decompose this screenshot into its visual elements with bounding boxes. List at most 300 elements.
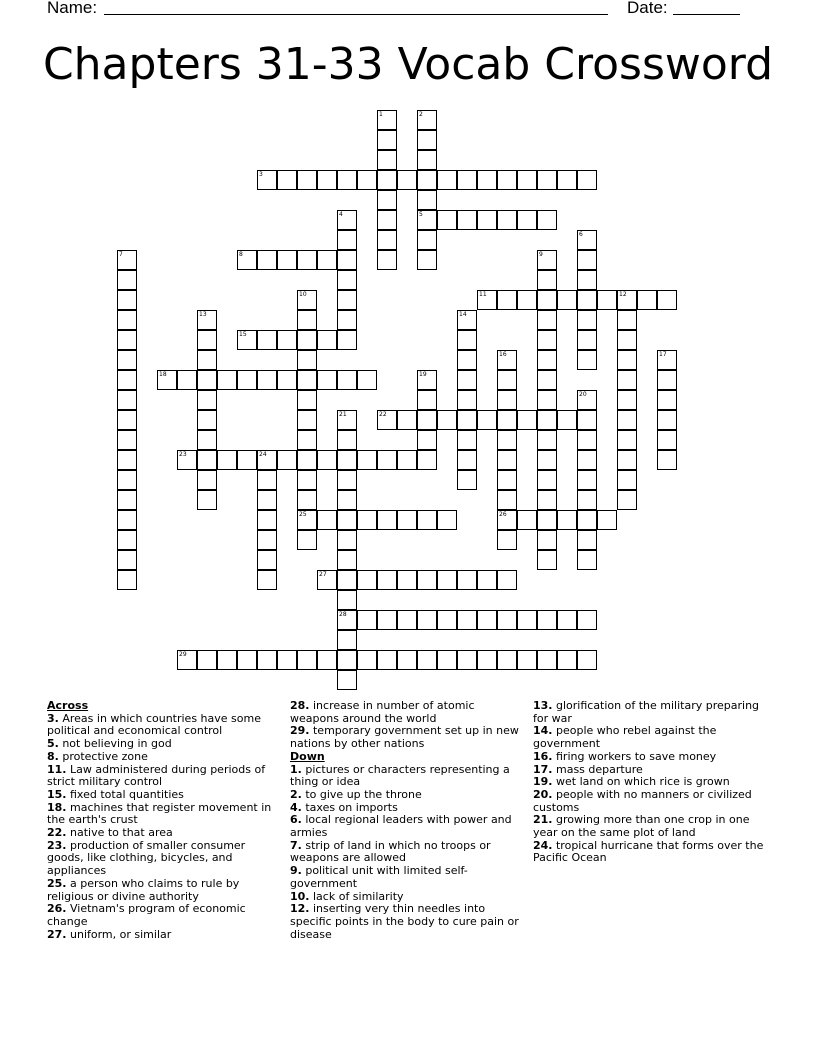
grid-cell[interactable]: [437, 170, 457, 190]
grid-cell[interactable]: [417, 130, 437, 150]
grid-cell[interactable]: [617, 310, 637, 330]
grid-cell[interactable]: [277, 370, 297, 390]
clue-item: [47, 878, 277, 903]
grid-cell[interactable]: [317, 450, 337, 470]
grid-cell[interactable]: [537, 490, 557, 510]
grid-cell[interactable]: [497, 370, 517, 390]
grid-cell[interactable]: [337, 650, 357, 670]
grid-cell[interactable]: [417, 110, 437, 130]
grid-cell[interactable]: [477, 650, 497, 670]
grid-cell[interactable]: [377, 510, 397, 530]
grid-cell[interactable]: [117, 510, 137, 530]
grid-cell[interactable]: [217, 650, 237, 670]
grid-cell[interactable]: [557, 510, 577, 530]
grid-cell[interactable]: [297, 310, 317, 330]
grid-cell[interactable]: [377, 650, 397, 670]
grid-cell[interactable]: [277, 650, 297, 670]
grid-cell[interactable]: [577, 470, 597, 490]
grid-cell[interactable]: [397, 650, 417, 670]
clue-number: 10: [299, 291, 307, 298]
grid-cell[interactable]: [197, 310, 217, 330]
grid-cell[interactable]: [297, 290, 317, 310]
grid-cell[interactable]: [197, 350, 217, 370]
grid-cell[interactable]: [257, 250, 277, 270]
clue-text: a person who claims to rule by religious or divine authority: [47, 876, 240, 903]
grid-cell[interactable]: [557, 410, 577, 430]
grid-cell[interactable]: [257, 470, 277, 490]
grid-cell[interactable]: [277, 250, 297, 270]
grid-cell[interactable]: [517, 410, 537, 430]
grid-cell[interactable]: [317, 250, 337, 270]
grid-cell[interactable]: [117, 570, 137, 590]
clue-number: 18: [159, 371, 167, 378]
clue-text: not believing in god: [58, 737, 172, 751]
grid-cell[interactable]: [457, 610, 477, 630]
grid-cell[interactable]: [297, 530, 317, 550]
grid-cell[interactable]: [337, 610, 357, 630]
grid-cell[interactable]: [437, 210, 457, 230]
grid-cell[interactable]: [377, 170, 397, 190]
grid-cell[interactable]: [237, 250, 257, 270]
grid-cell[interactable]: [257, 530, 277, 550]
grid-cell[interactable]: [337, 470, 357, 490]
grid-cell[interactable]: [577, 410, 597, 430]
grid-cell[interactable]: [337, 570, 357, 590]
grid-cell[interactable]: [337, 630, 357, 650]
grid-cell[interactable]: [117, 290, 137, 310]
grid-cell[interactable]: [617, 350, 637, 370]
grid-cell[interactable]: [577, 490, 597, 510]
across-clue-list-continued: [290, 700, 520, 751]
grid-cell[interactable]: [417, 190, 437, 210]
grid-cell[interactable]: [317, 650, 337, 670]
grid-cell[interactable]: [337, 270, 357, 290]
grid-cell[interactable]: [497, 570, 517, 590]
grid-cell[interactable]: [577, 270, 597, 290]
grid-cell[interactable]: [197, 470, 217, 490]
grid-cell[interactable]: [297, 510, 317, 530]
grid-cell[interactable]: [497, 410, 517, 430]
grid-cell[interactable]: [537, 210, 557, 230]
grid-cell[interactable]: [377, 450, 397, 470]
grid-cell[interactable]: [417, 450, 437, 470]
grid-cell[interactable]: [517, 170, 537, 190]
grid-cell[interactable]: [377, 110, 397, 130]
grid-cell[interactable]: [337, 450, 357, 470]
grid-cell[interactable]: [537, 290, 557, 310]
grid-cell[interactable]: [497, 290, 517, 310]
grid-cell[interactable]: [117, 350, 137, 370]
grid-cell[interactable]: [457, 310, 477, 330]
grid-cell[interactable]: [277, 450, 297, 470]
down-clue-list-continued: [533, 700, 765, 865]
grid-cell[interactable]: [417, 390, 437, 410]
grid-cell[interactable]: [477, 610, 497, 630]
grid-cell[interactable]: [457, 470, 477, 490]
grid-cell[interactable]: [597, 290, 617, 310]
grid-cell[interactable]: [557, 610, 577, 630]
grid-cell[interactable]: [517, 510, 537, 530]
grid-cell[interactable]: [317, 570, 337, 590]
grid-cell[interactable]: [537, 450, 557, 470]
clue-number: 5: [419, 211, 423, 218]
grid-cell[interactable]: [177, 370, 197, 390]
grid-cell[interactable]: [357, 650, 377, 670]
grid-cell[interactable]: [457, 570, 477, 590]
grid-cell[interactable]: [577, 230, 597, 250]
grid-cell[interactable]: [457, 390, 477, 410]
clue-text: protective zone: [58, 749, 148, 763]
grid-cell[interactable]: [377, 250, 397, 270]
grid-cell[interactable]: [337, 210, 357, 230]
grid-cell[interactable]: [237, 650, 257, 670]
clue-number-label: 21.: [533, 813, 553, 827]
grid-cell[interactable]: [537, 510, 557, 530]
grid-cell[interactable]: [577, 290, 597, 310]
grid-cell[interactable]: [477, 170, 497, 190]
grid-cell[interactable]: [197, 390, 217, 410]
grid-cell[interactable]: [497, 350, 517, 370]
grid-cell[interactable]: [257, 330, 277, 350]
grid-cell[interactable]: [497, 450, 517, 470]
grid-cell[interactable]: [377, 230, 397, 250]
grid-cell[interactable]: [197, 490, 217, 510]
grid-cell[interactable]: [197, 410, 217, 430]
grid-cell[interactable]: [317, 330, 337, 350]
grid-cell[interactable]: [457, 650, 477, 670]
grid-cell[interactable]: [417, 370, 437, 390]
grid-cell[interactable]: [577, 530, 597, 550]
grid-cell[interactable]: [417, 150, 437, 170]
grid-cell[interactable]: [577, 310, 597, 330]
grid-cell[interactable]: [517, 290, 537, 310]
grid-cell[interactable]: [337, 430, 357, 450]
grid-cell[interactable]: [657, 390, 677, 410]
grid-cell[interactable]: [337, 310, 357, 330]
clue-text: fixed total quantities: [66, 787, 184, 801]
grid-cell[interactable]: [537, 390, 557, 410]
grid-cell[interactable]: [117, 410, 137, 430]
grid-cell[interactable]: [337, 590, 357, 610]
grid-cell[interactable]: [537, 410, 557, 430]
grid-cell[interactable]: [217, 370, 237, 390]
grid-cell[interactable]: [197, 650, 217, 670]
grid-cell[interactable]: [657, 290, 677, 310]
grid-cell[interactable]: [437, 650, 457, 670]
grid-cell[interactable]: [577, 170, 597, 190]
clue-number-label: 15.: [47, 787, 67, 801]
grid-cell[interactable]: [357, 170, 377, 190]
grid-cell[interactable]: [157, 370, 177, 390]
grid-cell[interactable]: [457, 210, 477, 230]
grid-cell[interactable]: [517, 650, 537, 670]
grid-cell[interactable]: [397, 450, 417, 470]
grid-cell[interactable]: [457, 330, 477, 350]
grid-cell[interactable]: [197, 430, 217, 450]
grid-cell[interactable]: [177, 450, 197, 470]
grid-cell[interactable]: [517, 210, 537, 230]
grid-cell[interactable]: [357, 450, 377, 470]
grid-cell[interactable]: [577, 550, 597, 570]
grid-cell[interactable]: [417, 230, 437, 250]
grid-cell[interactable]: [617, 430, 637, 450]
clue-number: 12: [619, 291, 627, 298]
grid-cell[interactable]: [657, 450, 677, 470]
grid-cell[interactable]: [357, 610, 377, 630]
grid-cell[interactable]: [417, 250, 437, 270]
grid-cell[interactable]: [617, 390, 637, 410]
grid-cell[interactable]: [617, 470, 637, 490]
grid-cell[interactable]: [617, 370, 637, 390]
grid-cell[interactable]: [537, 550, 557, 570]
grid-cell[interactable]: [397, 410, 417, 430]
clue-number: 19: [419, 371, 427, 378]
grid-cell[interactable]: [257, 570, 277, 590]
grid-cell[interactable]: [257, 550, 277, 570]
grid-cell[interactable]: [597, 510, 617, 530]
grid-cell[interactable]: [357, 510, 377, 530]
grid-cell[interactable]: [377, 570, 397, 590]
grid-cell[interactable]: [497, 470, 517, 490]
grid-cell[interactable]: [537, 350, 557, 370]
grid-cell[interactable]: [337, 410, 357, 430]
grid-cell[interactable]: [617, 410, 637, 430]
grid-cell[interactable]: [337, 370, 357, 390]
page-title: Chapters 31-33 Vocab Crossword: [42, 39, 774, 90]
grid-cell[interactable]: [117, 550, 137, 570]
grid-cell[interactable]: [417, 610, 437, 630]
grid-cell[interactable]: [437, 510, 457, 530]
grid-cell[interactable]: [537, 310, 557, 330]
grid-cell[interactable]: [337, 170, 357, 190]
grid-cell[interactable]: [337, 510, 357, 530]
across-heading: Across: [47, 699, 89, 712]
grid-cell[interactable]: [117, 370, 137, 390]
grid-cell[interactable]: [337, 250, 357, 270]
grid-cell[interactable]: [437, 570, 457, 590]
grid-cell[interactable]: [497, 390, 517, 410]
grid-cell[interactable]: [577, 510, 597, 530]
grid-cell[interactable]: [537, 430, 557, 450]
grid-cell[interactable]: [377, 610, 397, 630]
clue-number: 26: [499, 511, 507, 518]
grid-cell[interactable]: [557, 170, 577, 190]
clue-item: [290, 840, 520, 865]
grid-cell[interactable]: [297, 390, 317, 410]
grid-cell[interactable]: [537, 650, 557, 670]
clue-number-label: 9.: [290, 864, 302, 878]
grid-cell[interactable]: [397, 570, 417, 590]
grid-cell[interactable]: [117, 390, 137, 410]
grid-cell[interactable]: [317, 510, 337, 530]
grid-cell[interactable]: [117, 530, 137, 550]
grid-cell[interactable]: [257, 370, 277, 390]
grid-cell[interactable]: [297, 410, 317, 430]
grid-cell[interactable]: [437, 610, 457, 630]
grid-cell[interactable]: [497, 610, 517, 630]
grid-cell[interactable]: [557, 290, 577, 310]
grid-cell[interactable]: [297, 250, 317, 270]
grid-cell[interactable]: [377, 190, 397, 210]
grid-cell[interactable]: [357, 370, 377, 390]
clues-column-2: [290, 700, 520, 941]
grid-cell[interactable]: [197, 450, 217, 470]
grid-cell[interactable]: [417, 570, 437, 590]
grid-cell[interactable]: [297, 370, 317, 390]
clue-text: lack of similarity: [309, 889, 404, 903]
grid-cell[interactable]: [237, 370, 257, 390]
grid-cell[interactable]: [117, 470, 137, 490]
grid-cell[interactable]: [217, 450, 237, 470]
grid-cell[interactable]: [417, 650, 437, 670]
grid-cell[interactable]: [457, 370, 477, 390]
grid-cell[interactable]: [657, 410, 677, 430]
grid-cell[interactable]: [577, 330, 597, 350]
grid-cell[interactable]: [537, 250, 557, 270]
grid-cell[interactable]: [297, 490, 317, 510]
grid-cell[interactable]: [417, 510, 437, 530]
grid-cell[interactable]: [537, 530, 557, 550]
clue-text: temporary government set up in new nations by other nations: [290, 724, 519, 751]
grid-cell[interactable]: [617, 330, 637, 350]
grid-cell[interactable]: [617, 490, 637, 510]
grid-cell[interactable]: [117, 490, 137, 510]
grid-cell[interactable]: [337, 530, 357, 550]
grid-cell[interactable]: [117, 310, 137, 330]
clue-number: 27: [319, 571, 327, 578]
grid-cell[interactable]: [177, 650, 197, 670]
grid-cell[interactable]: [417, 210, 437, 230]
grid-cell[interactable]: [197, 370, 217, 390]
grid-cell[interactable]: [577, 390, 597, 410]
clue-text: wet land on which rice is grown: [552, 775, 730, 789]
grid-cell[interactable]: [657, 430, 677, 450]
grid-cell[interactable]: [297, 450, 317, 470]
grid-cell[interactable]: [277, 330, 297, 350]
clue-number: 15: [239, 331, 247, 338]
grid-cell[interactable]: [617, 290, 637, 310]
grid-cell[interactable]: [457, 430, 477, 450]
grid-cell[interactable]: [277, 170, 297, 190]
grid-cell[interactable]: [377, 150, 397, 170]
clue-item: [47, 764, 277, 789]
clue-text: pictures or characters representing a thing or idea: [290, 762, 510, 789]
grid-cell[interactable]: [337, 490, 357, 510]
clue-number: 20: [579, 391, 587, 398]
grid-cell[interactable]: [437, 410, 457, 430]
grid-cell[interactable]: [497, 530, 517, 550]
grid-cell[interactable]: [257, 510, 277, 530]
grid-cell[interactable]: [377, 130, 397, 150]
grid-cell[interactable]: [617, 450, 637, 470]
grid-cell[interactable]: [237, 330, 257, 350]
grid-cell[interactable]: [117, 270, 137, 290]
grid-cell[interactable]: [397, 510, 417, 530]
grid-cell[interactable]: [297, 350, 317, 370]
grid-cell[interactable]: [337, 330, 357, 350]
grid-cell[interactable]: [357, 570, 377, 590]
grid-cell[interactable]: [297, 330, 317, 350]
grid-cell[interactable]: [657, 350, 677, 370]
clue-number-label: 11.: [47, 762, 67, 776]
clue-number-label: 3.: [47, 711, 59, 725]
grid-cell[interactable]: [297, 650, 317, 670]
clue-number: 21: [339, 411, 347, 418]
grid-cell[interactable]: [537, 610, 557, 630]
grid-cell[interactable]: [477, 410, 497, 430]
grid-cell[interactable]: [297, 430, 317, 450]
grid-cell[interactable]: [537, 370, 557, 390]
grid-cell[interactable]: [477, 210, 497, 230]
grid-cell[interactable]: [317, 370, 337, 390]
grid-cell[interactable]: [537, 330, 557, 350]
clue-item: [290, 903, 520, 941]
grid-cell[interactable]: [537, 270, 557, 290]
grid-cell[interactable]: [577, 610, 597, 630]
grid-cell[interactable]: [577, 430, 597, 450]
grid-cell[interactable]: [457, 170, 477, 190]
grid-cell[interactable]: [417, 170, 437, 190]
grid-cell[interactable]: [477, 290, 497, 310]
grid-cell[interactable]: [537, 170, 557, 190]
grid-cell[interactable]: [497, 490, 517, 510]
grid-cell[interactable]: [337, 290, 357, 310]
grid-cell[interactable]: [197, 330, 217, 350]
grid-cell[interactable]: [257, 450, 277, 470]
grid-cell[interactable]: [457, 410, 477, 430]
grid-cell[interactable]: [497, 210, 517, 230]
grid-cell[interactable]: [497, 510, 517, 530]
grid-cell[interactable]: [537, 470, 557, 490]
grid-cell[interactable]: [657, 370, 677, 390]
grid-cell[interactable]: [297, 470, 317, 490]
grid-cell[interactable]: [337, 670, 357, 690]
grid-cell[interactable]: [577, 650, 597, 670]
grid-cell[interactable]: [337, 550, 357, 570]
grid-cell[interactable]: [557, 650, 577, 670]
grid-cell[interactable]: [377, 210, 397, 230]
grid-cell[interactable]: [257, 170, 277, 190]
grid-cell[interactable]: [497, 430, 517, 450]
grid-cell[interactable]: [257, 490, 277, 510]
grid-cell[interactable]: [117, 430, 137, 450]
grid-cell[interactable]: [317, 170, 337, 190]
grid-cell[interactable]: [417, 410, 437, 430]
grid-cell[interactable]: [637, 290, 657, 310]
grid-cell[interactable]: [497, 650, 517, 670]
grid-cell[interactable]: [397, 610, 417, 630]
grid-cell[interactable]: [457, 450, 477, 470]
grid-cell[interactable]: [257, 650, 277, 670]
grid-cell[interactable]: [457, 350, 477, 370]
grid-cell[interactable]: [297, 170, 317, 190]
grid-cell[interactable]: [117, 330, 137, 350]
grid-cell[interactable]: [577, 250, 597, 270]
grid-cell[interactable]: [117, 250, 137, 270]
clue-number-label: 22.: [47, 826, 67, 840]
grid-cell[interactable]: [497, 170, 517, 190]
grid-cell[interactable]: [577, 450, 597, 470]
grid-cell[interactable]: [337, 230, 357, 250]
grid-cell[interactable]: [417, 430, 437, 450]
grid-cell[interactable]: [577, 350, 597, 370]
grid-cell[interactable]: [237, 450, 257, 470]
grid-cell[interactable]: [117, 450, 137, 470]
grid-cell[interactable]: [377, 410, 397, 430]
grid-cell[interactable]: [397, 170, 417, 190]
grid-cell[interactable]: [517, 610, 537, 630]
grid-cell[interactable]: [477, 570, 497, 590]
